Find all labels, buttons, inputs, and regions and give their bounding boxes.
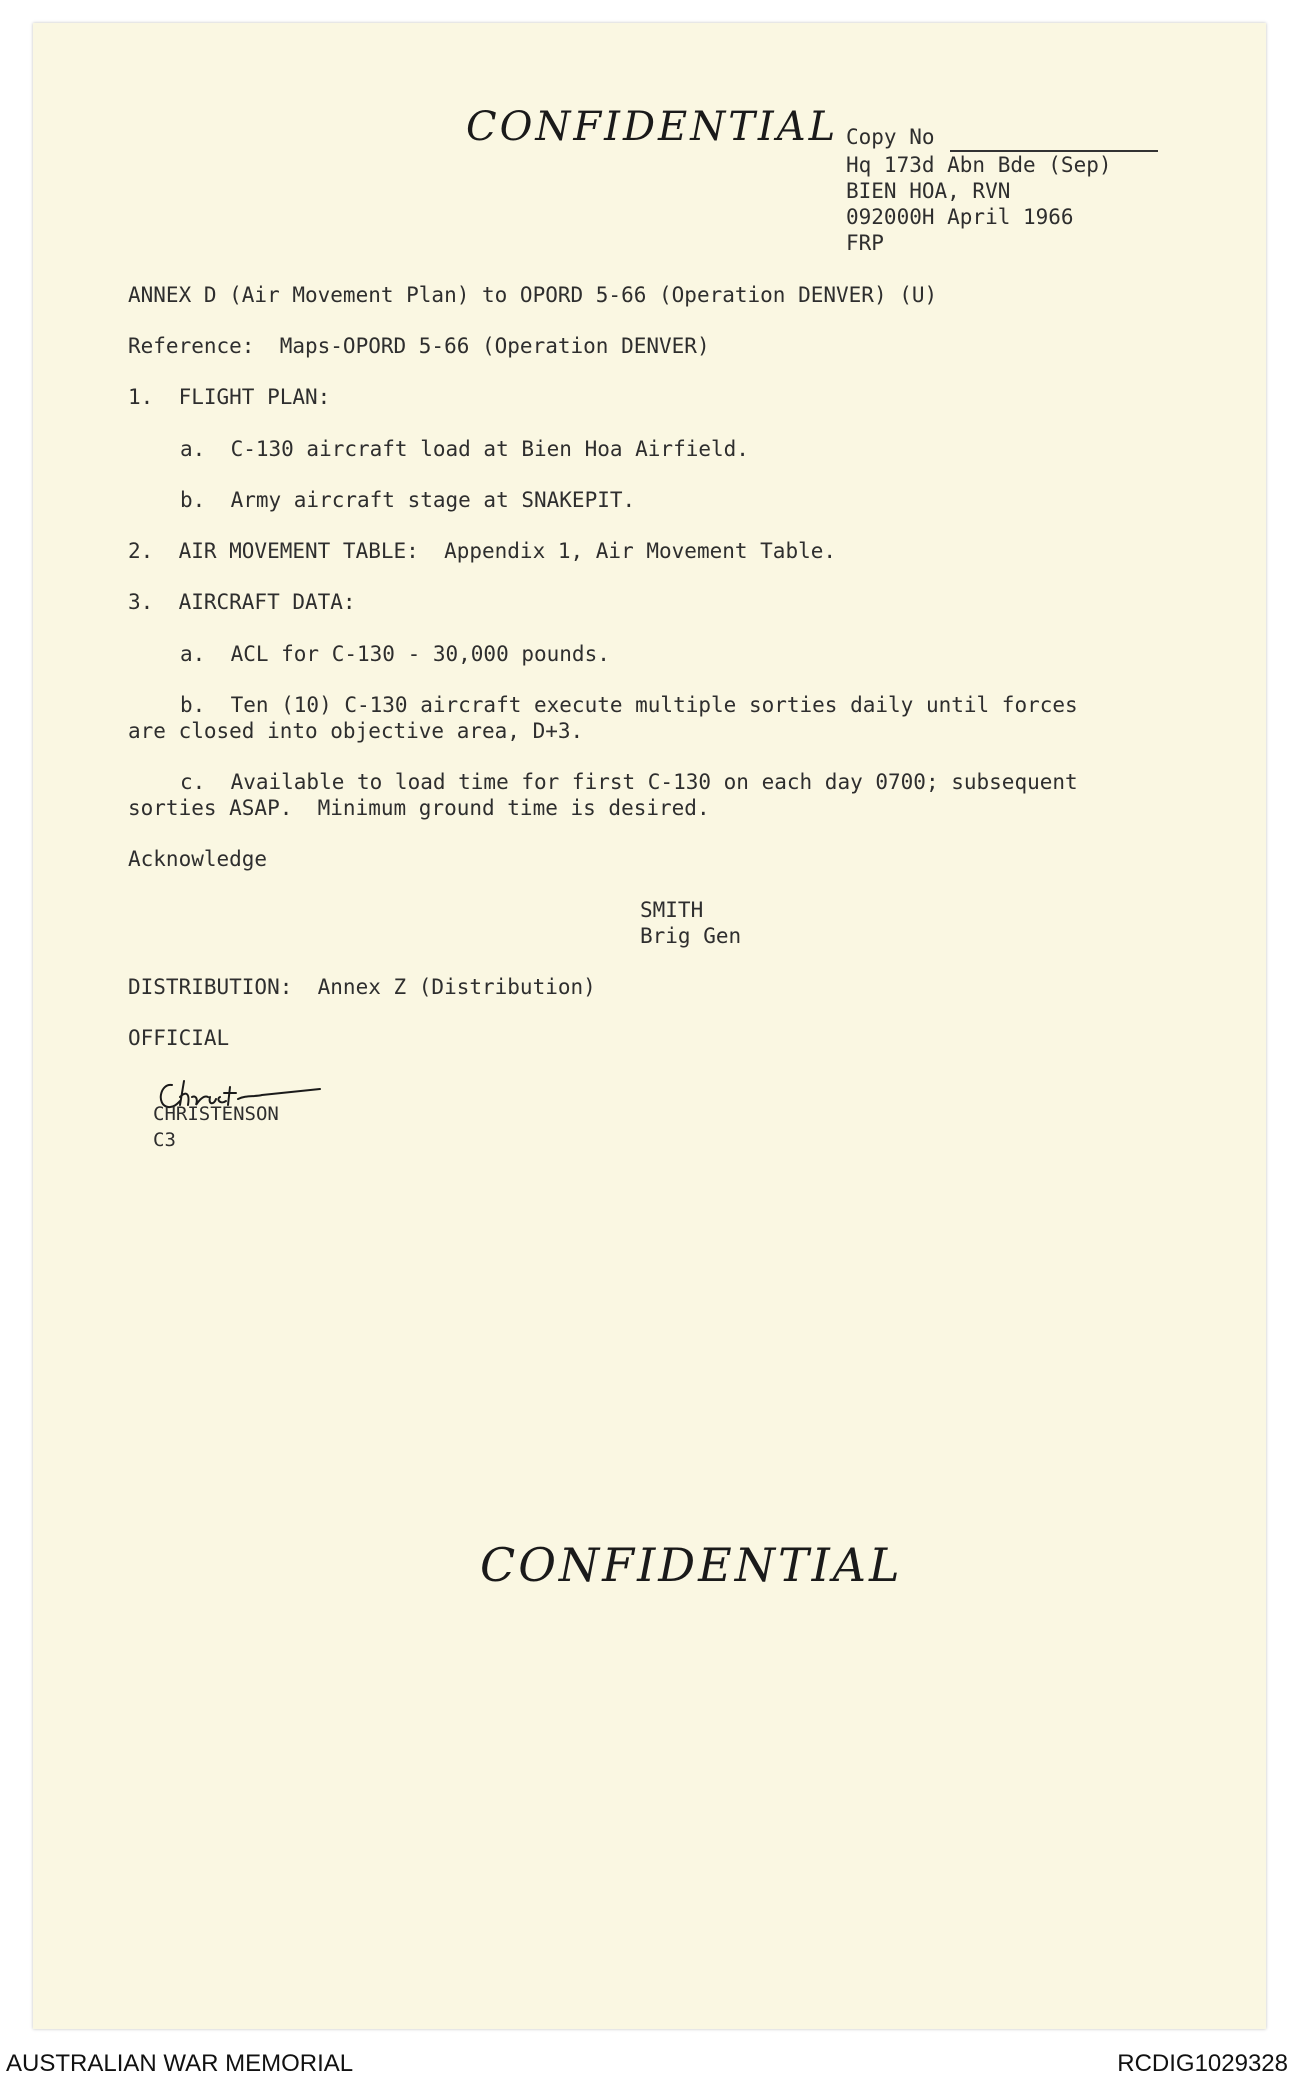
official-position: C3 (153, 1129, 176, 1151)
acknowledge: Acknowledge (128, 847, 268, 871)
confidential-stamp-top: CONFIDENTIAL (466, 104, 839, 150)
section-3-heading: 3. AIRCRAFT DATA: (128, 590, 356, 614)
header-unit: Hq 173d Abn Bde (Sep) (846, 153, 1112, 177)
section-3-item-b: b. Ten (10) C-130 aircraft execute multiple sorties daily until forces are closed into objective area, D+3. (128, 693, 1078, 743)
footer-source: AUSTRALIAN WAR MEMORIAL (6, 2050, 354, 2077)
signatory-rank: Brig Gen (640, 924, 742, 948)
official-name: CHRISTENSON (153, 1103, 279, 1125)
footer-id: RCDIG1029328 (1117, 2050, 1288, 2077)
section-1-heading: 1. FLIGHT PLAN: (128, 385, 331, 409)
section-3-item-c: c. Available to load time for first C-130 on each day 0700; subsequent sorties ASAP. Minimum ground time is desired. (128, 770, 1078, 820)
confidential-stamp-bottom: CONFIDENTIAL (480, 1538, 903, 1592)
signatory-name: SMITH (640, 898, 704, 922)
header-location: BIEN HOA, RVN (846, 179, 1011, 203)
copy-no-label: Copy No (846, 125, 935, 149)
official-label: OFFICIAL (128, 1026, 230, 1050)
section-2-heading: 2. AIR MOVEMENT TABLE: Appendix 1, Air Movement Table. (128, 539, 837, 563)
annex-title: ANNEX D (Air Movement Plan) to OPORD 5-66 (Operation DENVER) (U) (128, 283, 938, 307)
header-ref: FRP (846, 231, 884, 255)
header-dtg: 092000H April 1966 (846, 205, 1074, 229)
section-1-item-a: a. C-130 aircraft load at Bien Hoa Airfield. (180, 437, 749, 461)
reference-line: Reference: Maps-OPORD 5-66 (Operation DENVER) (128, 334, 710, 358)
section-1-item-b: b. Army aircraft stage at SNAKEPIT. (180, 488, 636, 512)
distribution-line: DISTRIBUTION: Annex Z (Distribution) (128, 975, 596, 999)
section-3-item-a: a. ACL for C-130 - 30,000 pounds. (180, 642, 610, 666)
